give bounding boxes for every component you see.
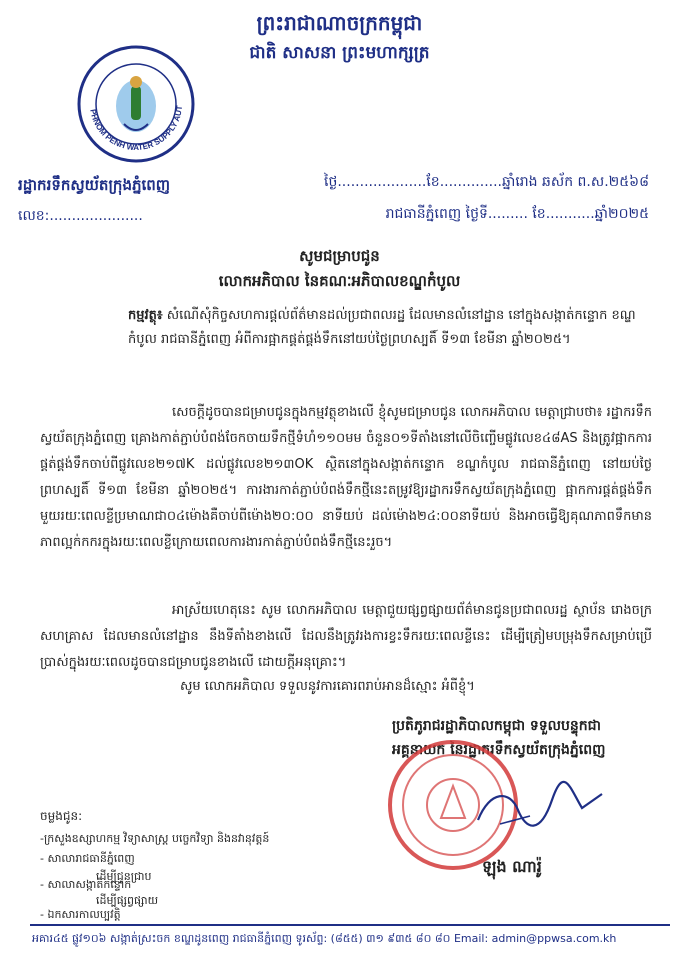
signatory-title-1: ប្រតិភូរាជរដ្ឋាភិបាលកម្ពុជា ទទួលបន្ទុកជា [392,718,601,734]
cc-item: -ក្រសួងឧស្សាហកម្ម វិទ្យាសាស្ត្រ បច្ចេកវិទ្យា និងនវានុវត្តន៍ [40,832,270,845]
lunar-date: ថ្ងៃ....................ខែ..............ឆ្នាំរោង ឆស័ក ព.ស.២៥៦៨ [324,174,649,190]
ppwsa-logo [76,44,196,164]
salutation: សូមជម្រាបជូន [299,247,380,265]
cc-item-archive: - ឯកសារកាលប្បវត្តិ [40,908,121,921]
cc-heading: ចម្លងជូន: [40,809,83,823]
national-motto: ជាតិ សាសនា ព្រះមហាក្សត្រ [249,43,430,63]
subject-label: កម្មវត្ថុ៖ [128,308,163,323]
recipient: លោកអភិបាល នៃគណៈអភិបាលខណ្ឌកំបូល [218,272,461,290]
closing-line: សូម លោកអភិបាល ទទួលនូវការគោរពរាប់អានដ៏ស្មោះ អំពីខ្ញុំ។ [180,679,475,694]
cc-item-note: ដើម្បីផ្សព្វផ្សាយ [96,894,159,907]
kingdom-heading: ព្រះរាជាណាចក្រកម្ពុជា [256,11,423,35]
body-paragraph-1: សេចក្តីដូចបានជម្រាបជូនក្នុងកម្មវត្ថុខាងលើ ខ្ញុំសូមជម្រាបជូន លោកអភិបាល មេត្តាជ្រាបថា៖ រដ្ឋាករទឹកស្វយ័តក្រុងភ្នំពេញ គ្រោងកាត់ភ្ជាប់បំពង់ចែកចាយទឹកថ្មីទំហំ១១០មម ចំនួន០១ទីតាំងនៅលើចិញ្ចើមផ្លូវលេខ៤៨AS និងត្រូវផ្អាកការផ្គត់ផ្គង់ទឹកចាប់ពីផ្លូវលេខ២១៧K ដល់ផ្លូវលេខ២១៣OK ស្ថិតនៅក្នុងសង្កាត់កន្ទោក ខណ្ឌកំបូល រាជធានីភ្នំពេញ នៅយប់ថ្ងៃព្រហស្បតិ៍ ទី១៣ ខែមីនា ឆ្នាំ២០២៥។ ការងារកាត់ភ្ជាប់បំពង់ទឹកថ្មីនេះតម្រូវឱ្យរដ្ឋាករទឹកស្វយ័តក្រុងភ្នំពេញ ផ្អាកការផ្គត់ផ្គង់ទឹក មួយរយៈពេលខ្លីប្រមាណជា០៤ម៉ោងគឺចាប់ពីម៉ោង២០:០០ នាទីយប់ ដល់ម៉ោង២៤:០០នាទីយប់ និងអាចធ្វើឱ្យគុណភាពទឹកមានភាពល្អក់កករក្នុងរយៈពេលខ្លីក្រោយពេលការងារកាត់ភ្ជាប់បំពង់ទឹកថ្មីនេះរួច។ [40,405,652,550]
subject [128,304,652,352]
footer-divider [30,924,670,926]
handwritten-signature-icon [470,780,610,840]
signatory-name: ឡុង ណារ៉ូ [482,857,542,876]
cc-item: - សាលាសង្កាត់កន្ទោក [40,878,132,891]
organization-name: រដ្ឋាករទឹកស្វយ័តក្រុងភ្នំពេញ [18,176,171,194]
body-paragraph-2: អាស្រ័យហេតុនេះ សូម លោកអភិបាល មេត្តាជួយផ្សព្វផ្សាយព័ត៌មានជូនប្រជាពលរដ្ឋ ស្ថាប័ន រោងចក្រ សហគ្រាស ដែលមានលំនៅដ្ឋាន នឹងទីតាំងខាងលើ ដែលនឹងត្រូវរងការខ្វះទឹករយៈពេលខ្លីនេះ ដើម្បីត្រៀមបម្រុងទឹកសម្រាប់ប្រើប្រាស់ក្នុងរយៈពេលដូចបានជម្រាបជូនខាងលើ ដោយក្តីអនុគ្រោះ។ [40,603,652,670]
solar-date: រាជធានីភ្នំពេញ ថ្ងៃទី......... ខែ...........ឆ្នាំ២០២៥ [385,206,649,222]
footer-address: អគារ៤៥ ផ្លូវ១០៦ សង្កាត់ស្រះចក ខណ្ឌដូនពេញ រាជធានីភ្នំពេញ ទូរស័ព្ទ: (៨៥៥) ៣១ ៩៣៥ ៨០ ៨០ Email: admin@ppwsa.com.kh [32,932,617,945]
reference-number: លេខ:..................... [18,208,143,224]
cc-item: - សាលារាជធានីភ្នំពេញ [40,852,135,865]
cc-item-note: ដើម្បីជូនជ្រាប [96,870,152,883]
svg-text:PHNOM PENH WATER SUPPLY AUTHOR: PHNOM PENH WATER SUPPLY AUT [88,105,185,153]
subject-text: សំណើសុំកិច្ចសហការផ្តល់ព័ត៌មានដល់ប្រជាពលរដ្ឋ ដែលមានលំនៅដ្ឋាន នៅក្នុងសង្កាត់កន្ទោក ខណ្ឌកំបូល រាជធានីភ្នំពេញ អំពីការផ្អាកផ្គត់ផ្គង់ទឹកនៅយប់ថ្ងៃព្រហស្បតិ៍ ទី១៣ ខែមីនា ឆ្នាំ២០២៥។ [128,308,636,347]
signatory-title-2: អគ្គនាយក នៃរដ្ឋាករទឹកស្វយ័តក្រុងភ្នំពេញ [392,742,606,758]
